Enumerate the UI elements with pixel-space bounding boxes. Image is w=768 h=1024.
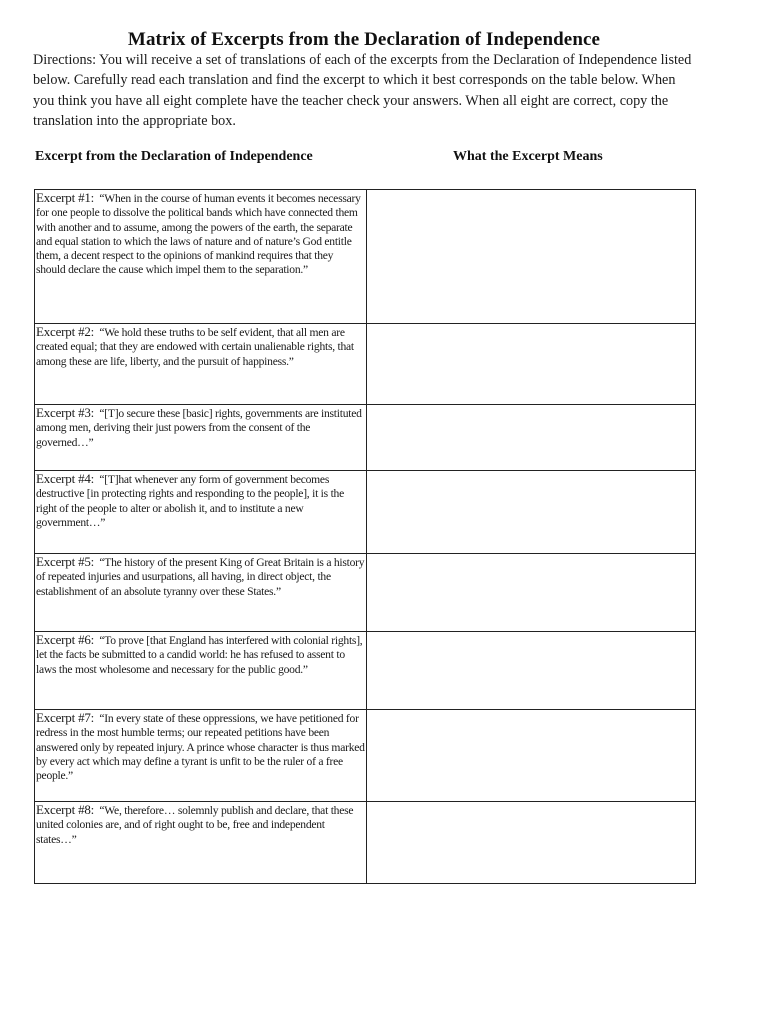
excerpt-label: Excerpt #3: — [36, 405, 95, 420]
excerpt-text: “To prove [that England has interfered with colonial rights], let the facts be submitted to a candid world: he has refused to assent to laws the most wholesome and necessary for the public good.” — [36, 634, 363, 676]
excerpt-label: Excerpt #7: — [36, 710, 95, 725]
table-row — [35, 405, 696, 471]
excerpt-cell — [35, 632, 367, 710]
column-header-meaning: What the Excerpt Means — [453, 149, 603, 164]
translation-box[interactable] — [367, 324, 696, 405]
excerpt-text: “We, therefore… solemnly publish and declare, that these united colonies are, and of right ought to be, free and independent states…” — [36, 804, 354, 846]
excerpt-label: Excerpt #4: — [36, 471, 95, 486]
excerpt-cell — [35, 324, 367, 405]
table-row — [35, 190, 696, 324]
translation-box[interactable] — [367, 710, 696, 802]
translation-box[interactable] — [367, 554, 696, 632]
translation-box[interactable] — [367, 405, 696, 471]
translation-box[interactable] — [367, 802, 696, 884]
excerpt-cell — [35, 190, 367, 324]
excerpt-text: “We hold these truths to be self evident, that all men are created equal; that they are endowed with certain unalienable rights, that among these are life, liberty, and the pursuit of happiness.” — [36, 326, 354, 368]
excerpt-label: Excerpt #6: — [36, 632, 95, 647]
excerpt-label: Excerpt #1: — [36, 190, 95, 205]
excerpt-cell — [35, 554, 367, 632]
excerpt-matrix-table — [34, 189, 696, 884]
directions-text: Directions: You will receive a set of translations of each of the excerpts from the Declaration of Independence listed below. Carefully read each translation and find the excerpt to which it best corresponds on the table below. When you think you have all eight complete have the teacher check your answers. When all eight are correct, copy the translation into the appropriate box. — [33, 52, 692, 130]
excerpt-label: Excerpt #5: — [36, 554, 95, 569]
translation-box[interactable] — [367, 471, 696, 554]
table-row — [35, 632, 696, 710]
excerpt-text: “In every state of these oppressions, we have petitioned for redress in the most humble terms; our repeated petitions have been answered only by repeated injury. A prince whose character is thus marked by every act which may define a tyrant is unfit to be the ruler of a free people.” — [36, 712, 365, 783]
page-title: Matrix of Excerpts from the Declaration of Independence — [127, 29, 601, 50]
excerpt-label: Excerpt #2: — [36, 324, 95, 339]
table-row — [35, 471, 696, 554]
excerpt-text: “[T]o secure these [basic] rights, governments are instituted among men, deriving their just powers from the consent of the governed…” — [36, 407, 362, 449]
excerpt-cell — [35, 405, 367, 471]
translation-box[interactable] — [367, 190, 696, 324]
translation-box[interactable] — [367, 632, 696, 710]
excerpt-cell — [35, 710, 367, 802]
table-row — [35, 324, 696, 405]
table-row — [35, 710, 696, 802]
column-header-excerpt: Excerpt from the Declaration of Independence — [35, 149, 313, 164]
excerpt-text: “[T]hat whenever any form of government becomes destructive [in protecting rights and responding to the people], it is the right of the people to alter or abolish it, and to institute a new government…” — [36, 473, 344, 529]
excerpt-text: “The history of the present King of Great Britain is a history of repeated injuries and usurpations, all having, in direct object, the establishment of an absolute tyranny over these States.” — [36, 556, 365, 598]
excerpt-label: Excerpt #8: — [36, 802, 95, 817]
excerpt-cell — [35, 471, 367, 554]
table-row — [35, 802, 696, 884]
excerpt-cell — [35, 802, 367, 884]
excerpt-text: “When in the course of human events it becomes necessary for one people to dissolve the political bands which have connected them with another and to assume, among the powers of the earth, the separate and equal station to which the laws of nature and of nature’s God entitle them, a decent respect to the opinions of mankind requires that they should declare the cause which impel them to the separation.” — [36, 192, 361, 277]
table-row — [35, 554, 696, 632]
